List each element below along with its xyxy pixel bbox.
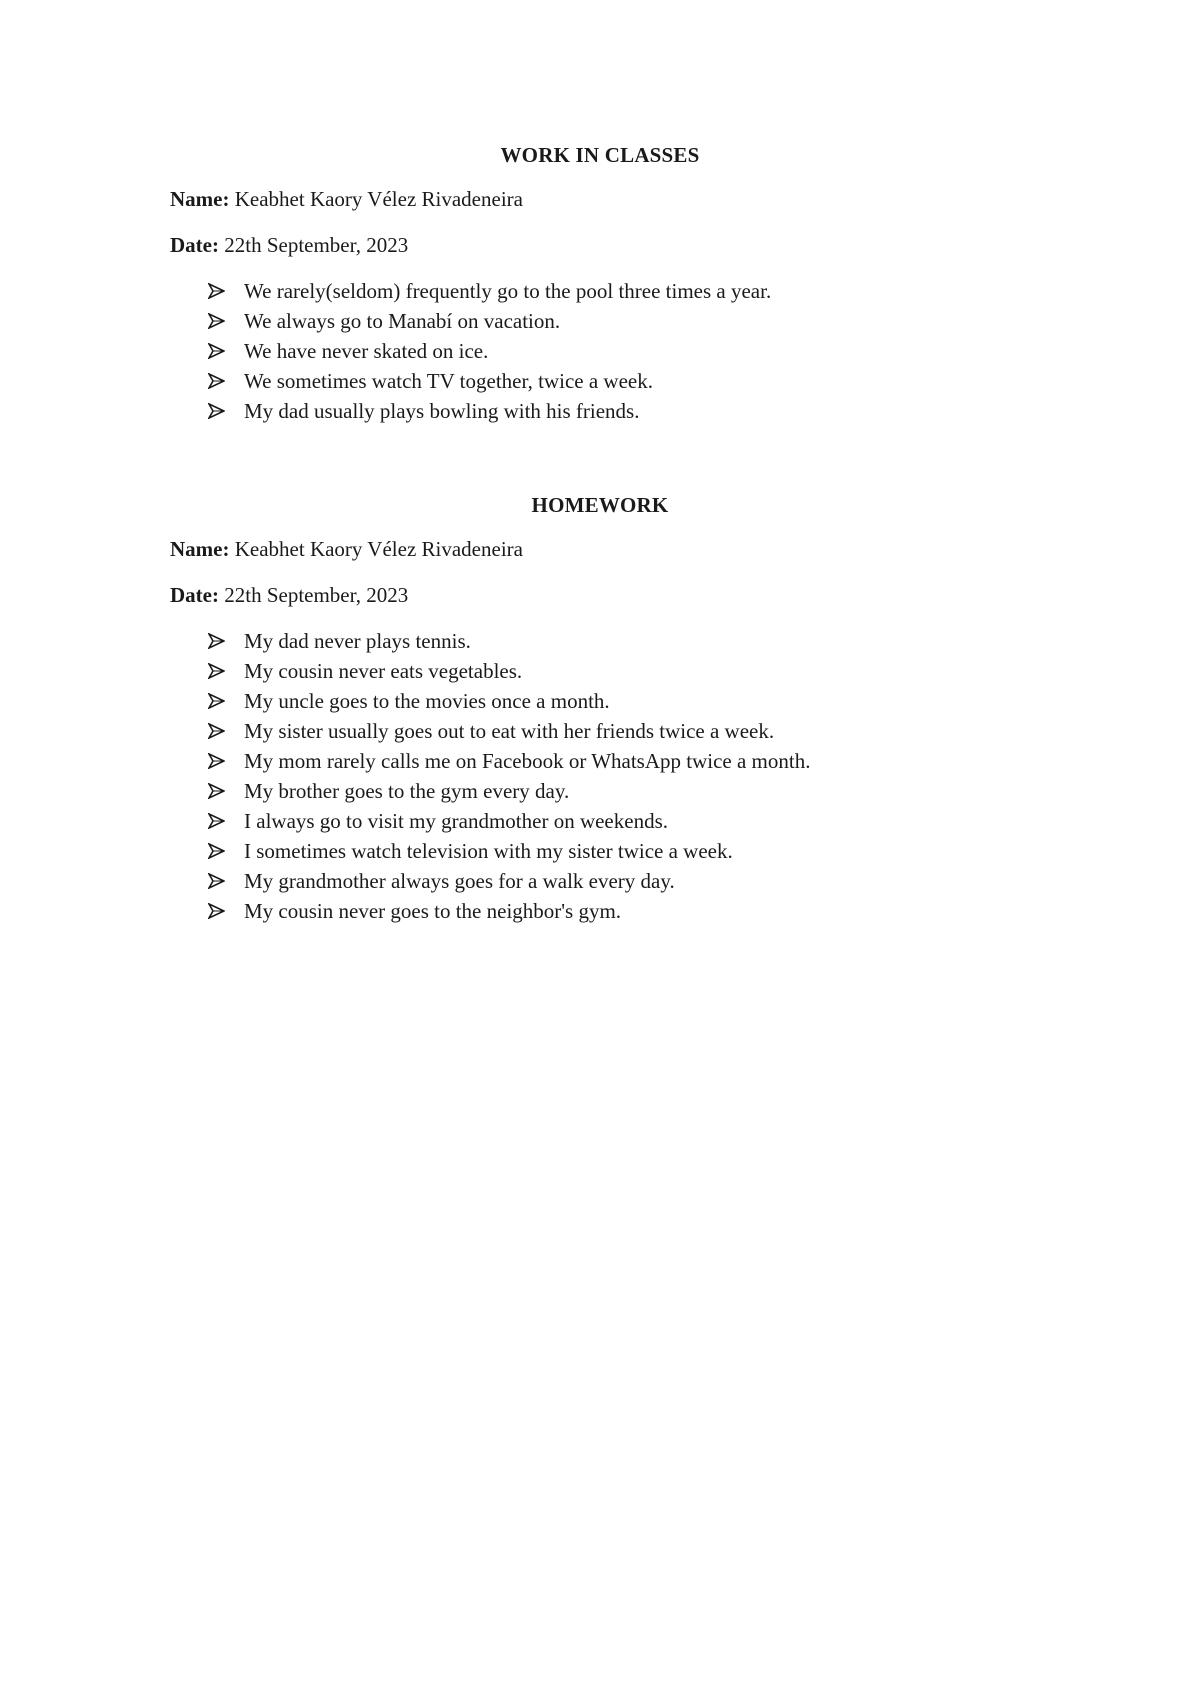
classwork-title: WORK IN CLASSES <box>500 143 700 167</box>
list-item <box>170 686 1030 716</box>
name-value: Keabhet Kaory Vélez Rivadeneira <box>234 187 523 211</box>
list-item-text: My cousin never goes to the neighbor's gym. <box>244 899 622 923</box>
arrowhead-bullet-icon <box>208 866 228 896</box>
list-item-text: My uncle goes to the movies once a month. <box>244 689 610 713</box>
arrowhead-bullet-icon <box>208 836 228 866</box>
list-item <box>170 366 1030 396</box>
date-label: Date: <box>170 583 219 607</box>
list-item <box>170 716 1030 746</box>
classwork-section <box>170 140 1030 426</box>
classwork-list <box>170 276 1030 426</box>
arrowhead-bullet-icon <box>208 746 228 776</box>
list-item <box>170 866 1030 896</box>
arrowhead-bullet-icon <box>208 776 228 806</box>
list-item <box>170 836 1030 866</box>
list-item <box>170 396 1030 426</box>
list-item <box>170 656 1030 686</box>
arrowhead-bullet-icon <box>208 656 228 686</box>
list-item <box>170 306 1030 336</box>
list-item-text: We rarely(seldom) frequently go to the pool three times a year. <box>244 279 772 303</box>
list-item <box>170 746 1030 776</box>
arrowhead-bullet-icon <box>208 896 228 926</box>
homework-date-field <box>170 580 1030 610</box>
list-item <box>170 776 1030 806</box>
arrowhead-bullet-icon <box>208 626 228 656</box>
list-item-text: My dad usually plays bowling with his friends. <box>244 399 640 423</box>
arrowhead-bullet-icon <box>208 686 228 716</box>
arrowhead-bullet-icon <box>208 306 228 336</box>
list-item-text: My grandmother always goes for a walk every day. <box>244 869 675 893</box>
classwork-date-field <box>170 230 1030 260</box>
name-value: Keabhet Kaory Vélez Rivadeneira <box>234 537 523 561</box>
date-label: Date: <box>170 233 219 257</box>
list-item-text: I always go to visit my grandmother on weekends. <box>244 809 668 833</box>
list-item <box>170 806 1030 836</box>
name-label: Name: <box>170 537 230 561</box>
list-item-text: We sometimes watch TV together, twice a week. <box>244 369 653 393</box>
homework-title: HOMEWORK <box>531 493 669 517</box>
list-item-text: We always go to Manabí on vacation. <box>244 309 561 333</box>
list-item-text: I sometimes watch television with my sister twice a week. <box>244 839 733 863</box>
name-label: Name: <box>170 187 230 211</box>
list-item-text: My brother goes to the gym every day. <box>244 779 570 803</box>
list-item <box>170 626 1030 656</box>
homework-name-field <box>170 534 1030 564</box>
list-item-text: My sister usually goes out to eat with her friends twice a week. <box>244 719 775 743</box>
arrowhead-bullet-icon <box>208 366 228 396</box>
list-item-text: We have never skated on ice. <box>244 339 489 363</box>
classwork-name-field <box>170 184 1030 214</box>
date-value: 22th September, 2023 <box>224 233 409 257</box>
list-item-text: My cousin never eats vegetables. <box>244 659 523 683</box>
homework-list <box>170 626 1030 926</box>
arrowhead-bullet-icon <box>208 806 228 836</box>
arrowhead-bullet-icon <box>208 716 228 746</box>
arrowhead-bullet-icon <box>208 276 228 306</box>
arrowhead-bullet-icon <box>208 336 228 366</box>
list-item <box>170 896 1030 926</box>
date-value: 22th September, 2023 <box>224 583 409 607</box>
list-item-text: My mom rarely calls me on Facebook or WhatsApp twice a month. <box>244 749 811 773</box>
homework-section <box>170 490 1030 926</box>
arrowhead-bullet-icon <box>208 396 228 426</box>
list-item-text: My dad never plays tennis. <box>244 629 471 653</box>
list-item <box>170 276 1030 306</box>
list-item <box>170 336 1030 366</box>
